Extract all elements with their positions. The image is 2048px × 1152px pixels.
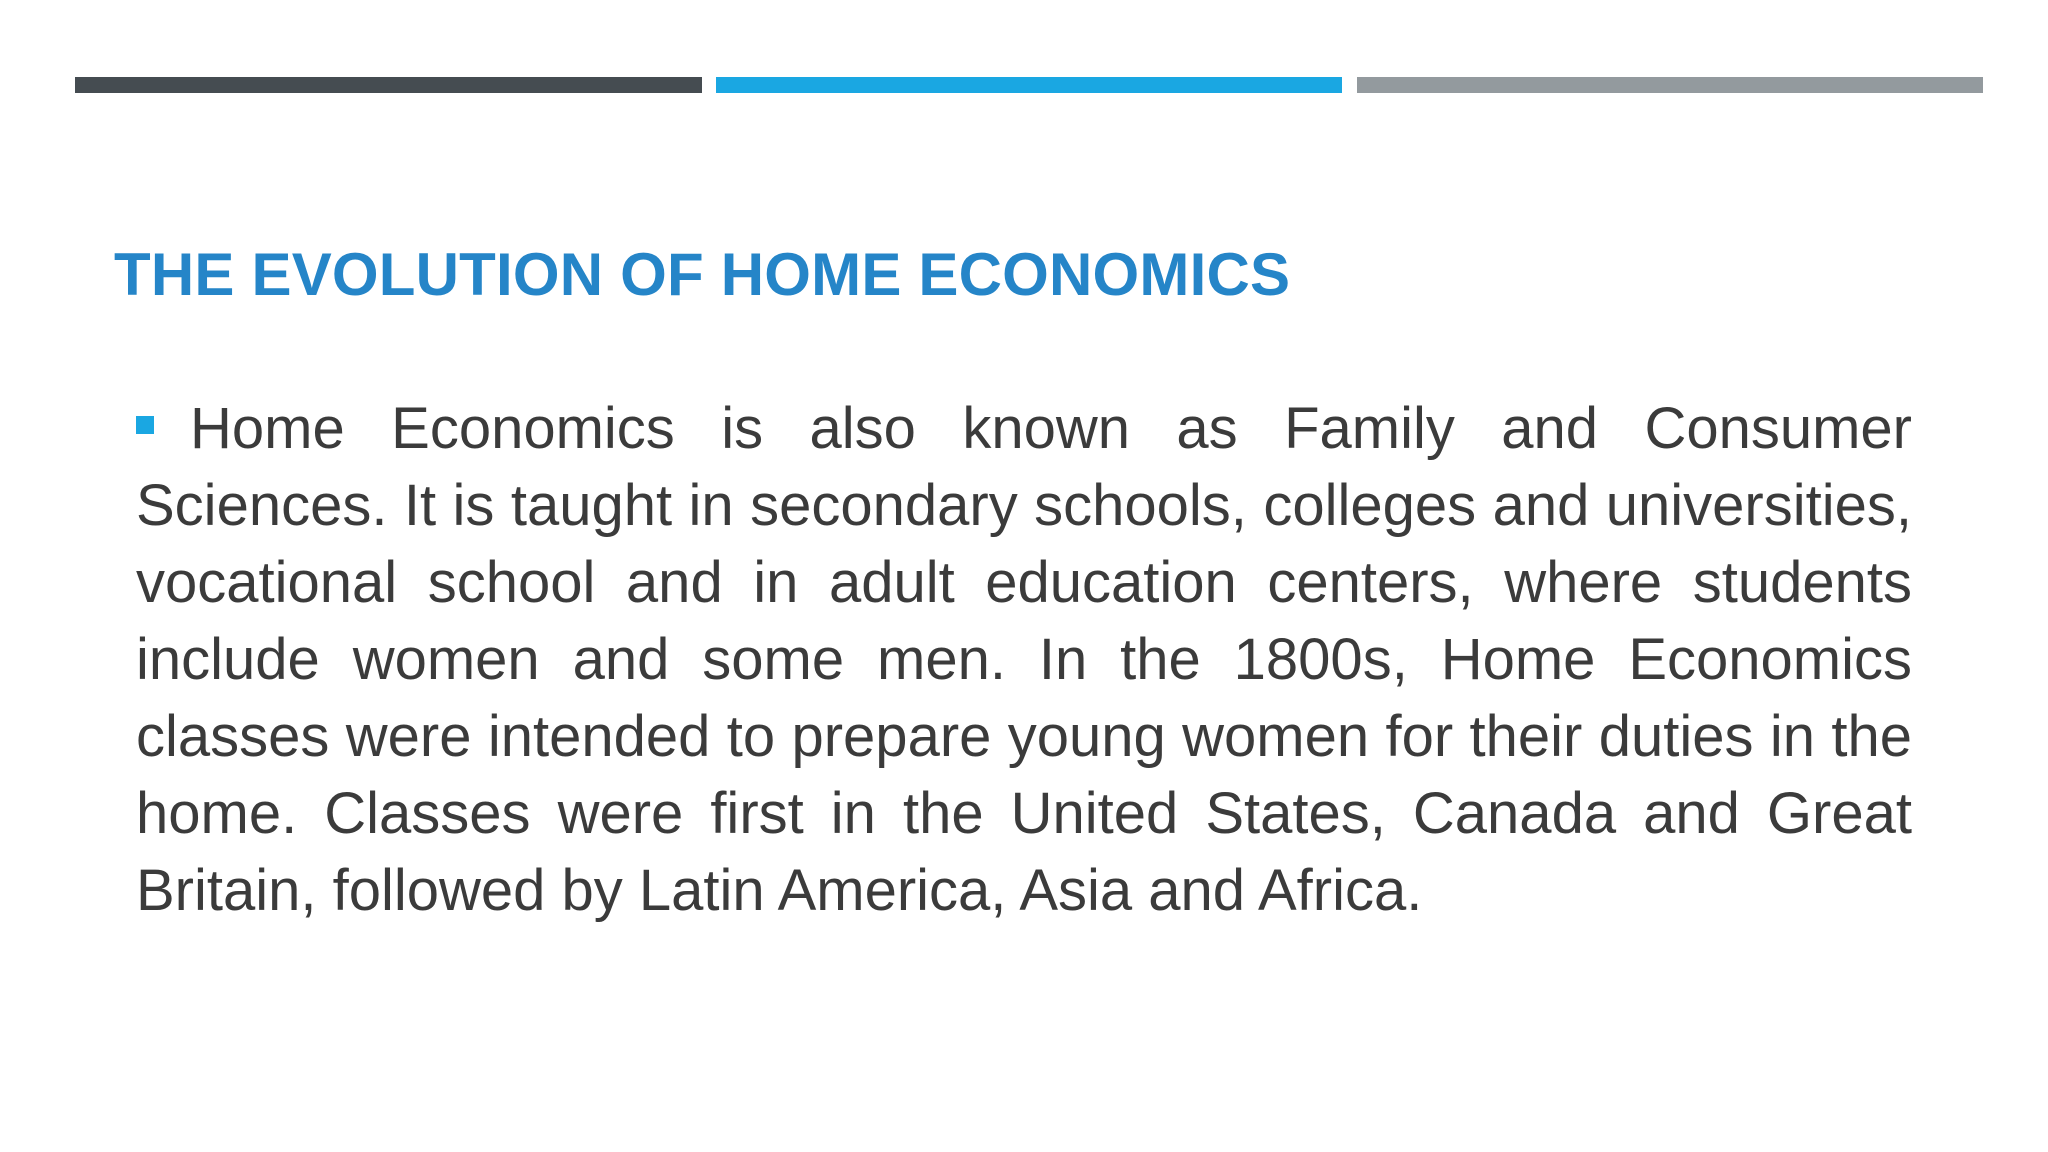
square-bullet-icon [136, 416, 154, 434]
bullet-text: Home Economics is also known as Family and Consumer Sciences. It is taught in secondary schools, colleges and universities, vocational school and in adult education centers, where students include women and some men. In the 1800s, Home Economics classes were intended to prepare young women for their duties in the home. Classes were first in the United States, Canada and Great Britain, followed by Latin America, Asia and Africa. [136, 396, 1912, 923]
top-accent-bars [0, 0, 2048, 100]
slide-content [136, 390, 1912, 1010]
accent-bar-gray [1357, 77, 1983, 93]
bullet-paragraph [136, 390, 1912, 929]
slide-title: THE EVOLUTION OF HOME ECONOMICS [114, 241, 1291, 308]
accent-bar-blue [716, 77, 1342, 93]
accent-bar-dark [75, 77, 702, 93]
